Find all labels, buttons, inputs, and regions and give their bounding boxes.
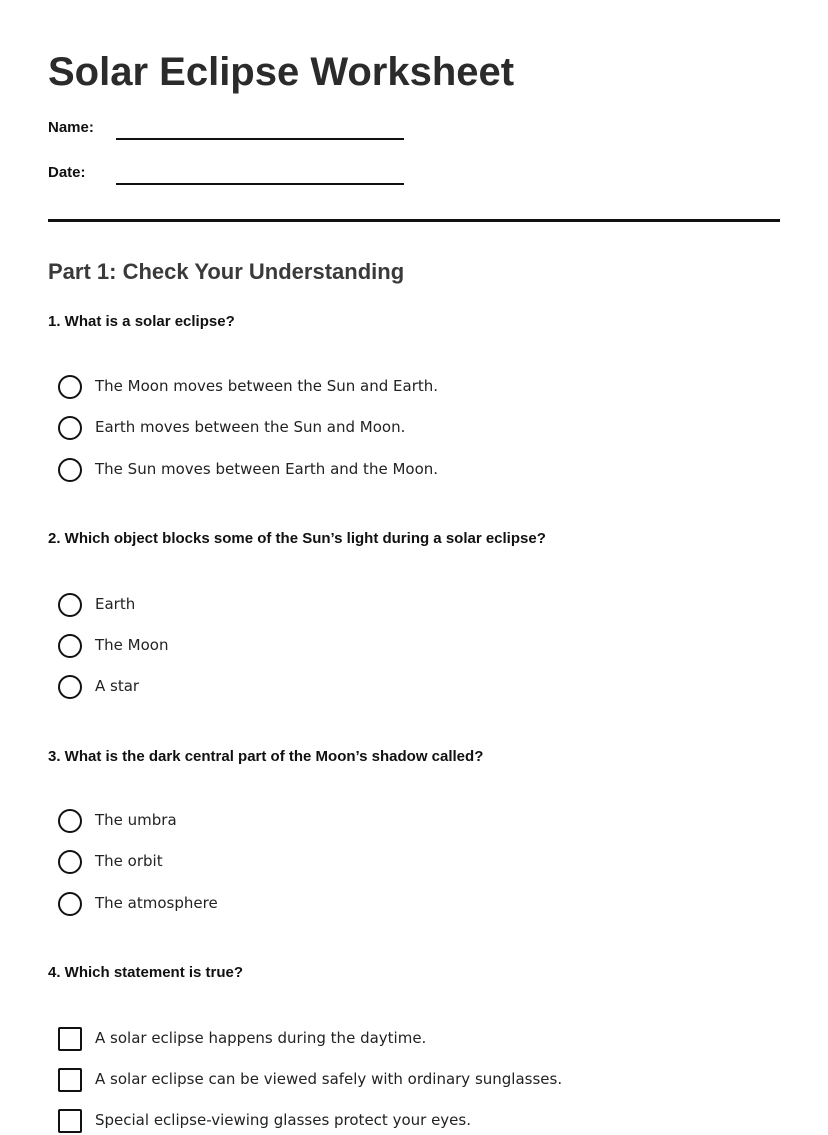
answer-option-label: The umbra — [95, 811, 177, 829]
radio-button[interactable] — [58, 375, 82, 399]
name-field-row — [48, 118, 408, 144]
answer-option[interactable] — [58, 675, 758, 701]
section-title-part1: Part 1: Check Your Understanding — [48, 259, 405, 284]
question-text: 1. What is a solar eclipse? — [48, 313, 235, 330]
question-text: 4. Which statement is true? — [48, 964, 244, 981]
radio-button[interactable] — [58, 416, 82, 440]
answer-option[interactable] — [58, 850, 758, 876]
answer-option[interactable] — [58, 416, 758, 442]
radio-button[interactable] — [58, 675, 82, 699]
answer-option-label: Earth moves between the Sun and Moon. — [95, 418, 406, 436]
page-title: Solar Eclipse Worksheet — [48, 50, 515, 94]
answer-option-label: The atmosphere — [95, 894, 218, 912]
question-text: 2. Which object blocks some of the Sun’s light during a solar eclipse? — [48, 530, 546, 547]
date-field[interactable] — [116, 183, 404, 185]
radio-button[interactable] — [58, 458, 82, 482]
answer-option-label: Special eclipse-viewing glasses protect your eyes. — [95, 1111, 471, 1129]
answer-option-label: A solar eclipse happens during the daytime. — [95, 1029, 427, 1047]
answer-option[interactable] — [58, 375, 758, 401]
answer-option[interactable] — [58, 809, 758, 835]
answer-option[interactable] — [58, 593, 758, 619]
radio-button[interactable] — [58, 593, 82, 617]
answer-option-label: A solar eclipse can be viewed safely with ordinary sunglasses. — [95, 1070, 563, 1088]
header-divider — [48, 219, 780, 222]
radio-button[interactable] — [58, 892, 82, 916]
answer-option[interactable] — [58, 634, 758, 660]
date-field-row — [48, 163, 408, 189]
answer-option-label: The orbit — [95, 852, 163, 870]
answer-option-label: The Moon moves between the Sun and Earth. — [95, 377, 439, 395]
answer-option-label: A star — [95, 677, 140, 695]
checkbox[interactable] — [58, 1068, 82, 1092]
question-text: 3. What is the dark central part of the Moon’s shadow called? — [48, 748, 484, 765]
radio-button[interactable] — [58, 850, 82, 874]
radio-button[interactable] — [58, 809, 82, 833]
date-label: Date: — [48, 164, 86, 181]
answer-option[interactable] — [58, 1068, 758, 1094]
answer-option-label: Earth — [95, 595, 136, 613]
answer-option[interactable] — [58, 1109, 758, 1135]
answer-option[interactable] — [58, 458, 758, 484]
checkbox[interactable] — [58, 1027, 82, 1051]
name-field[interactable] — [116, 138, 404, 140]
checkbox[interactable] — [58, 1109, 82, 1133]
answer-option-label: The Sun moves between Earth and the Moon. — [95, 460, 439, 478]
answer-option-label: The Moon — [95, 636, 169, 654]
name-label: Name: — [48, 119, 94, 136]
answer-option[interactable] — [58, 1027, 758, 1053]
radio-button[interactable] — [58, 634, 82, 658]
answer-option[interactable] — [58, 892, 758, 918]
